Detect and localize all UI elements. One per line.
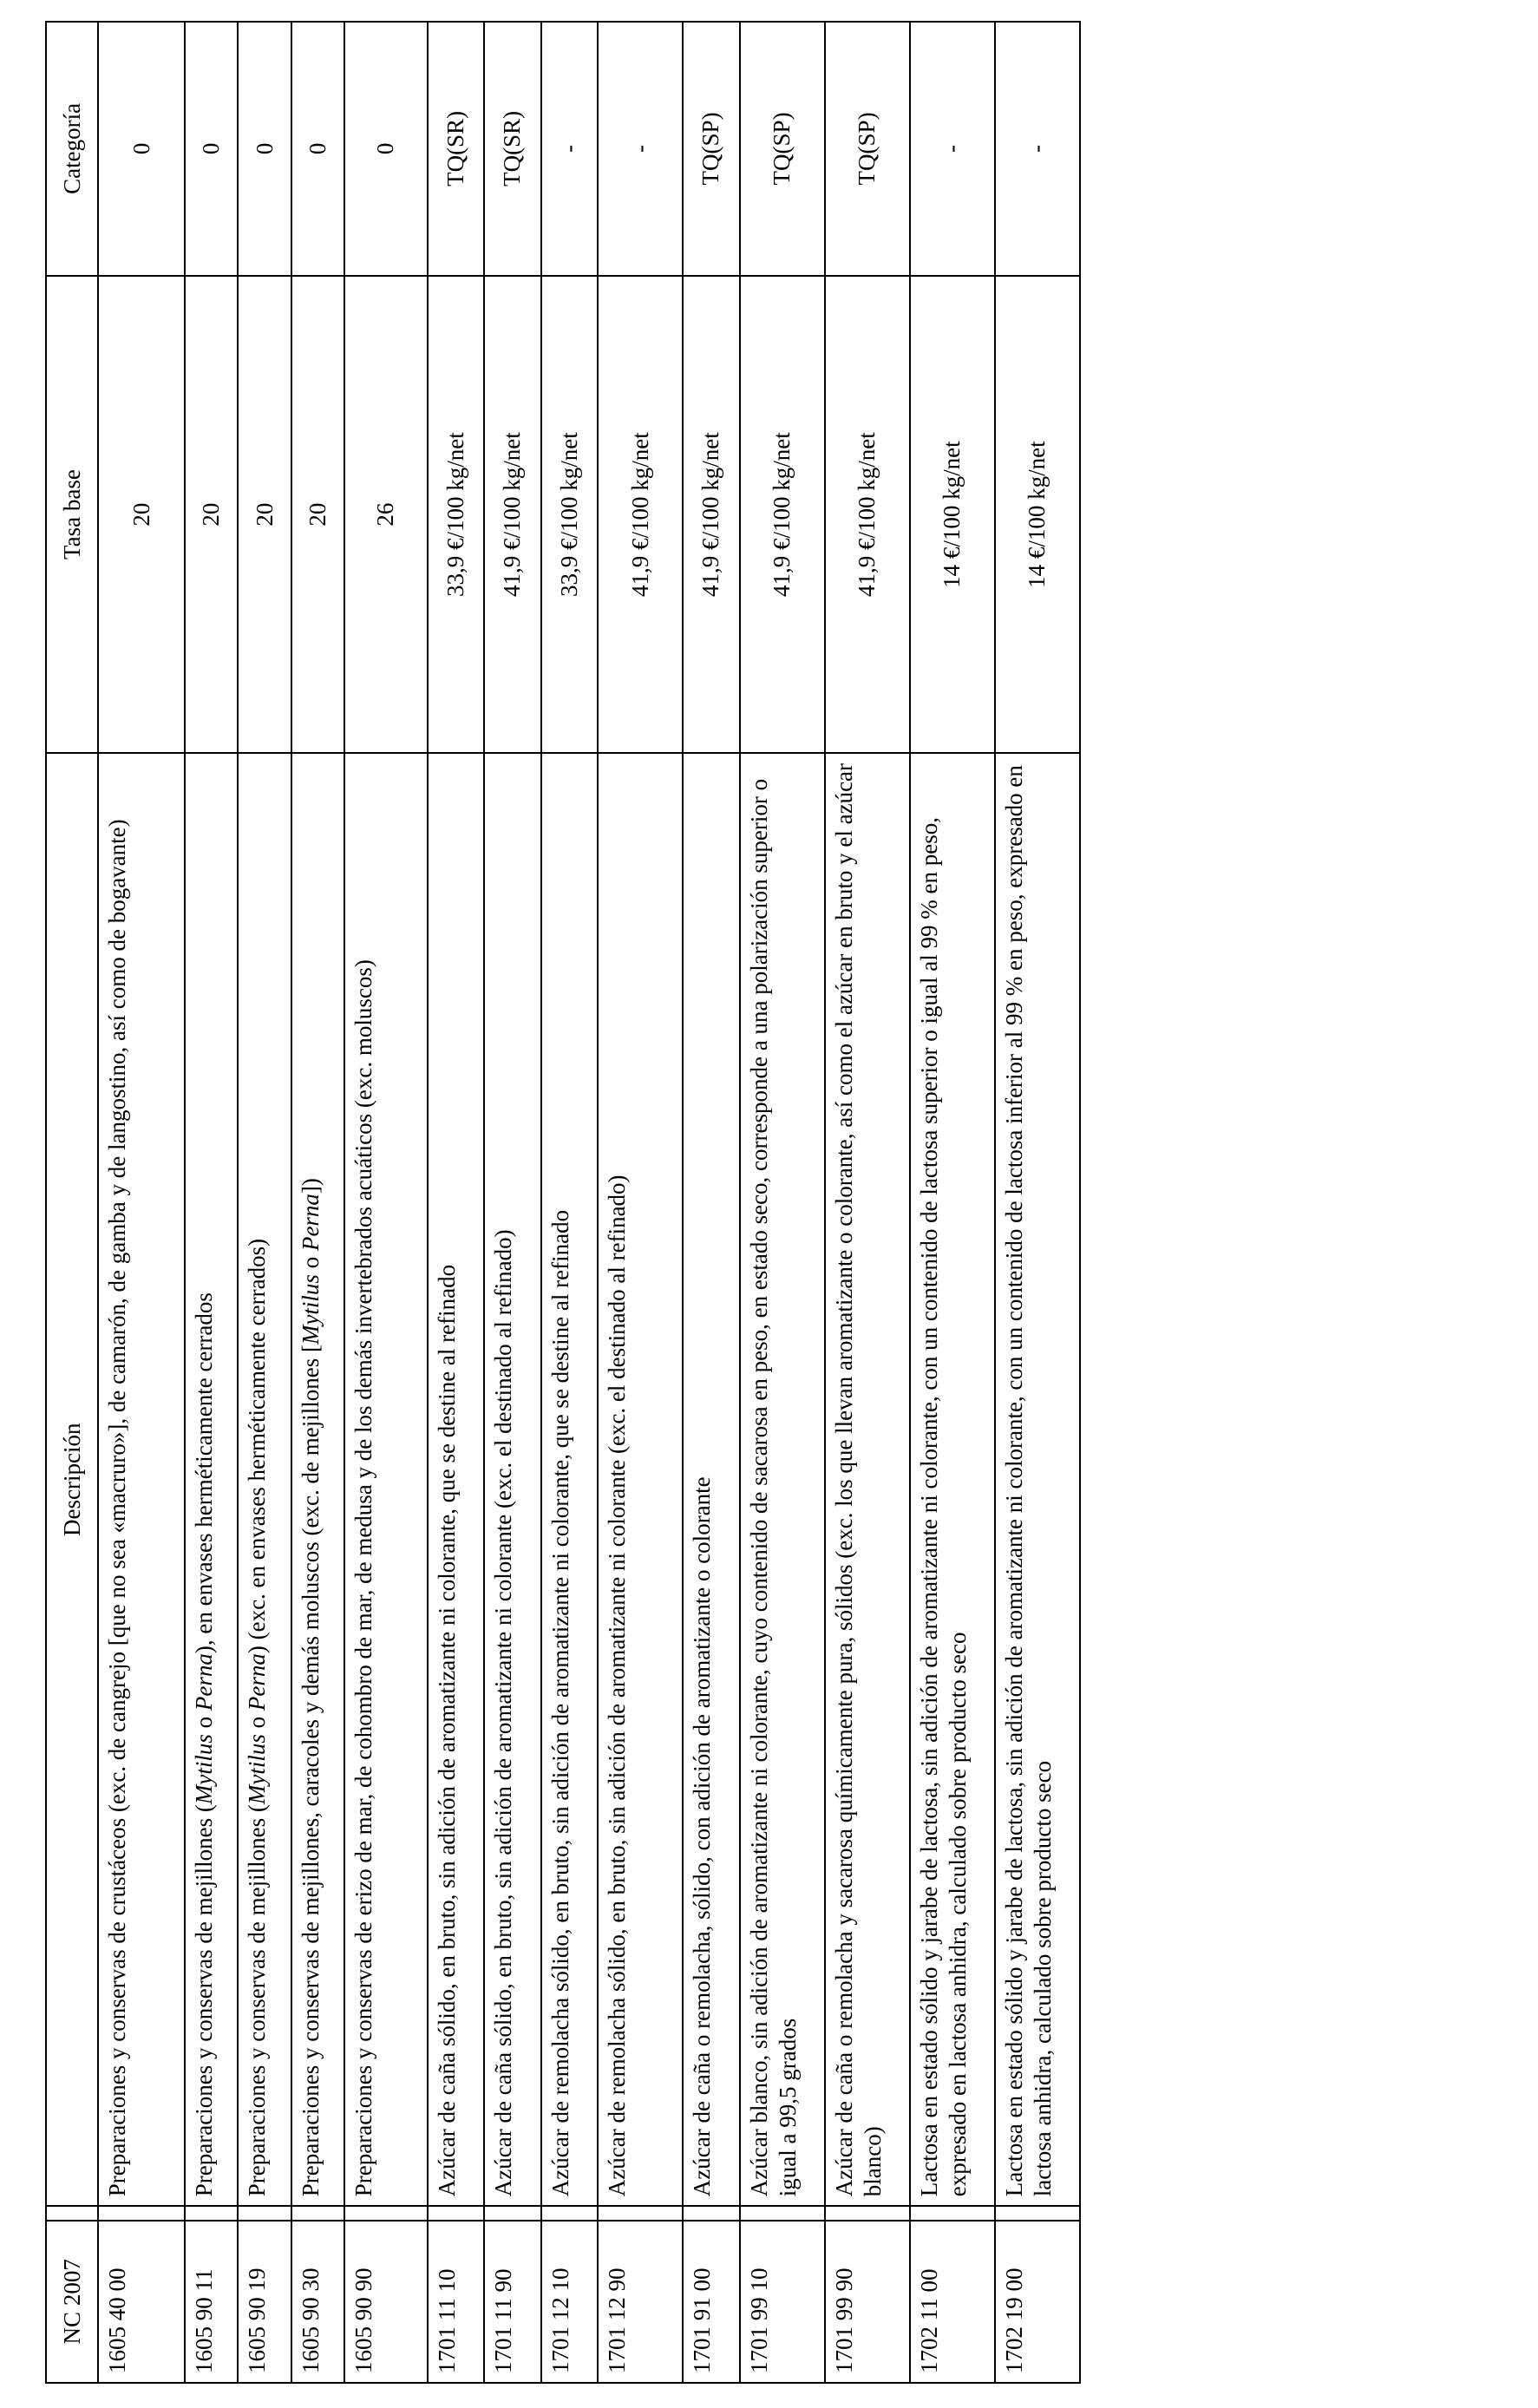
description-genus: Mytilus [191,1734,218,1805]
cell-rate: 20 [291,276,344,753]
table-row [740,22,825,2383]
cell-category: - [541,22,598,276]
cell-description [598,753,683,2206]
cell-code: 1701 91 00 [683,2221,739,2383]
table-row [291,22,344,2383]
cell-rate: 33,9 €/100 kg/net [541,276,598,753]
description-genus: Perna [244,1653,271,1711]
cell-description [291,753,344,2206]
cell-rate: 26 [344,276,428,753]
cell-category: TQ(SR) [484,22,540,276]
cell-rate: 14 €/100 kg/net [995,276,1080,753]
spacer-cell [484,2206,540,2220]
cell-rate: 14 €/100 kg/net [910,276,995,753]
cell-code: 1701 11 10 [428,2221,484,2383]
cell-rate: 41,9 €/100 kg/net [740,276,825,753]
cell-category: 0 [291,22,344,276]
cell-category: 0 [344,22,428,276]
table-row [98,22,185,2383]
description-text: Preparaciones y conservas de erizo de mar, de cohombro de mar, de medusa y de los demás invertebrados acuáticos (exc. moluscos) [350,959,376,2197]
description-text: ) (exc. en envases herméticamente cerrados) [244,1238,271,1654]
description-text: Azúcar de caña o remolacha, sólido, con adición de aromatizante o colorante [689,1476,716,2197]
cell-category: 0 [98,22,185,276]
table-body [98,22,1080,2383]
cell-category: TQ(SR) [428,22,484,276]
description-text: Azúcar de caña sólido, en bruto, sin adición de aromatizante ni colorante, que se destine al refinado [433,1264,460,2197]
cell-code: 1605 90 30 [291,2221,344,2383]
spacer-cell [910,2206,995,2220]
description-genus: Mytilus [244,1734,271,1805]
table-row [484,22,540,2383]
cell-code: 1701 11 90 [484,2221,540,2383]
cell-code: 1702 19 00 [995,2221,1080,2383]
cell-description [428,753,484,2206]
cell-description [238,753,291,2206]
spacer-cell [541,2206,598,2220]
cell-category: - [910,22,995,276]
description-text: Azúcar de caña o remolacha y sacarosa químicamente pura, sólidos (exc. los que llevan aromatizante o colorante, así como el azúcar en bruto y el azúcar blanco) [830,762,886,2197]
cell-code: 1605 90 11 [185,2221,238,2383]
cell-code: 1605 90 90 [344,2221,428,2383]
description-genus: Mytilus [297,1274,324,1345]
rotated-page [45,21,1081,2384]
table-row [541,22,598,2383]
cell-description [185,753,238,2206]
cell-description [683,753,739,2206]
description-text: o [191,1711,218,1735]
cell-rate: 20 [185,276,238,753]
cell-description [344,753,428,2206]
cell-category: TQ(SP) [825,22,910,276]
table-row [683,22,739,2383]
spacer-cell [344,2206,428,2220]
description-text: Lactosa en estado sólido y jarabe de lactosa, sin adición de aromatizante ni colorante, con un contenido de lactosa inferior al 99 % en peso, expresado en lactosa anhidra, calculado sobre producto seco [1000,765,1056,2197]
cell-code: 1701 12 90 [598,2221,683,2383]
cell-code: 1605 40 00 [98,2221,185,2383]
table-row [344,22,428,2383]
spacer-cell [238,2206,291,2220]
table-row [825,22,910,2383]
table-row [238,22,291,2383]
description-text: Preparaciones y conservas de mejillones ( [191,1804,218,2197]
description-text: Azúcar de caña sólido, en bruto, sin adición de aromatizante ni colorante (exc. el destinado al refinado) [490,1229,517,2197]
spacer-header [46,2206,98,2220]
description-text: Preparaciones y conservas de mejillones ( [244,1804,271,2197]
cell-description [98,753,185,2206]
description-text: ]) [297,1178,324,1194]
description-text: Preparaciones y conservas de mejillones, caracoles y demás moluscos (exc. de mejillones [ [297,1345,324,2197]
spacer-cell [598,2206,683,2220]
description-genus: Perna [191,1653,218,1711]
table-row [428,22,484,2383]
cell-category: - [598,22,683,276]
spacer-cell [740,2206,825,2220]
cell-category: 0 [185,22,238,276]
header-row [46,22,98,2383]
spacer-cell [683,2206,739,2220]
description-text: ), en envases herméticamente cerrados [191,1292,218,1654]
cell-description [484,753,540,2206]
description-text: Preparaciones y conservas de crustáceos (exc. de cangrejo [que no sea «macruro»], de camarón, de gamba y de langostino, así como de bogavante) [104,819,130,2197]
cell-rate: 20 [238,276,291,753]
spacer-cell [995,2206,1080,2220]
cell-description [541,753,598,2206]
header-code: NC 2007 [46,2221,98,2383]
spacer-cell [98,2206,185,2220]
cell-description [740,753,825,2206]
cell-category: 0 [238,22,291,276]
spacer-cell [185,2206,238,2220]
cell-rate: 41,9 €/100 kg/net [825,276,910,753]
header-rate: Tasa base [46,276,98,753]
description-text: Azúcar de remolacha sólido, en bruto, sin adición de aromatizante ni colorante, que se destine al refinado [546,1209,573,2197]
description-text: Azúcar de remolacha sólido, en bruto, sin adición de aromatizante ni colorante (exc. el destinado al refinado) [604,1175,630,2197]
cell-description [995,753,1080,2206]
cell-category: TQ(SP) [683,22,739,276]
cell-rate: 33,9 €/100 kg/net [428,276,484,753]
cell-rate: 20 [98,276,185,753]
cell-code: 1701 99 10 [740,2221,825,2383]
cell-category: - [995,22,1080,276]
header-description: Descripción [46,753,98,2206]
description-text: Lactosa en estado sólido y jarabe de lactosa, sin adición de aromatizante ni colorante, con un contenido de lactosa superior o igual al 99 % en peso, expresado en lactosa anhidra, calculado sobre producto seco [915,817,971,2197]
cell-code: 1701 12 10 [541,2221,598,2383]
header-category: Categoría [46,22,98,276]
cell-description [825,753,910,2206]
table-row [598,22,683,2383]
tariff-table [45,21,1081,2384]
description-genus: Perna [297,1194,324,1252]
cell-code: 1701 99 90 [825,2221,910,2383]
cell-rate: 41,9 €/100 kg/net [683,276,739,753]
cell-description [910,753,995,2206]
cell-rate: 41,9 €/100 kg/net [484,276,540,753]
spacer-cell [291,2206,344,2220]
spacer-cell [825,2206,910,2220]
description-text: Azúcar blanco, sin adición de aromatizante ni colorante, cuyo contenido de sacarosa en peso, en estado seco, corresponde a una polarización superior o igual a 99,5 grados [745,778,801,2197]
description-text: o [297,1251,324,1275]
table-row [995,22,1080,2383]
spacer-cell [428,2206,484,2220]
table-row [910,22,995,2383]
cell-code: 1605 90 19 [238,2221,291,2383]
table-row [185,22,238,2383]
cell-code: 1702 11 00 [910,2221,995,2383]
description-text: o [244,1711,271,1735]
cell-rate: 41,9 €/100 kg/net [598,276,683,753]
cell-category: TQ(SP) [740,22,825,276]
